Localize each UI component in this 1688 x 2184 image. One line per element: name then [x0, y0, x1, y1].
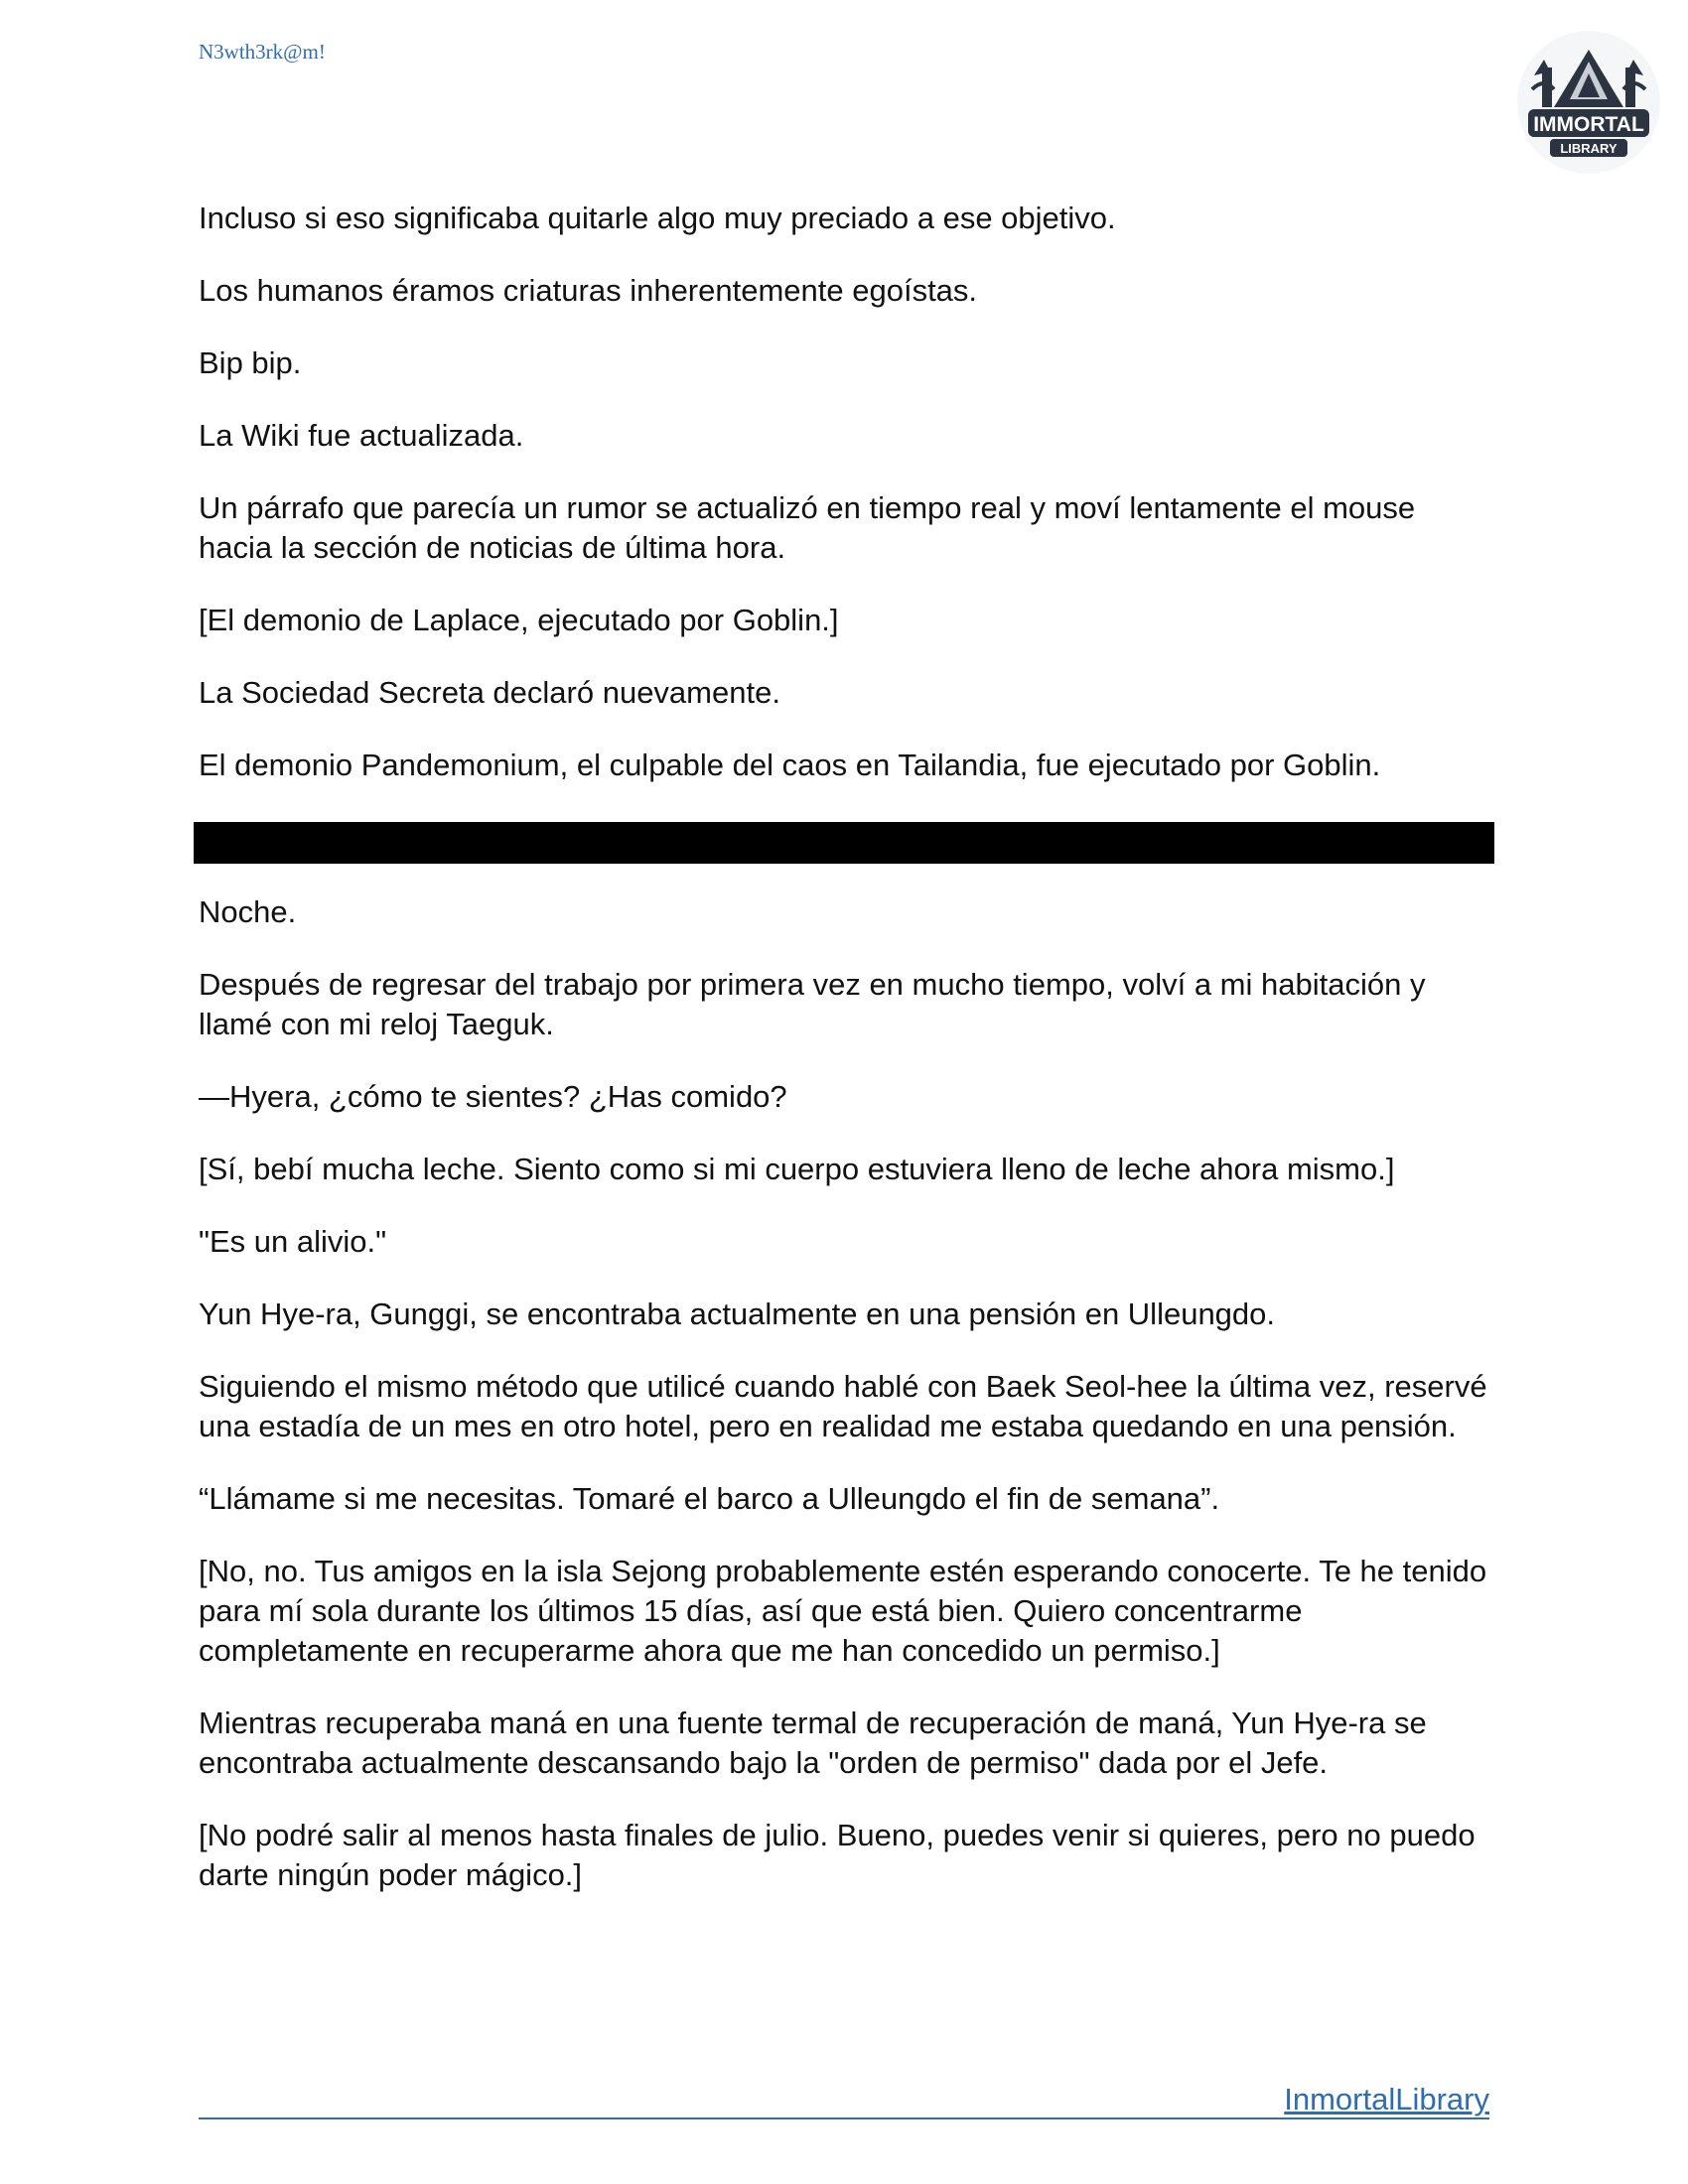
- paragraph: —Hyera, ¿cómo te sientes? ¿Has comido?: [199, 1079, 787, 1114]
- paragraph: Yun Hye-ra, Gunggi, se encontraba actualmente en una pensión en Ulleungdo.: [199, 1297, 1276, 1331]
- paragraph: La Wiki fue actualizada.: [199, 418, 524, 453]
- paragraph: "Es un alivio.": [199, 1224, 387, 1259]
- paragraph: Un párrafo que parecía un rumor se actualizó en tiempo real y moví lentamente el mouse hacia la sección de noticias de última hora.: [199, 490, 1416, 565]
- paragraph: [No, no. Tus amigos en la isla Sejong probablemente estén esperando conocerte. Te he tenido para mí sola durante los últimos 15 días, así que está bien. Quiero concentrarme completamente en recuperarme ahora que me han concedido un permiso.]: [199, 1554, 1487, 1668]
- paragraph: El demonio Pandemonium, el culpable del caos en Tailandia, fue ejecutado por Goblin.: [199, 748, 1381, 782]
- paragraph: [Sí, bebí mucha leche. Siento como si mi cuerpo estuviera lleno de leche ahora mismo.]: [199, 1152, 1395, 1186]
- section-2: [199, 892, 1489, 1895]
- logo-text-library: LIBRARY: [1560, 141, 1618, 156]
- paragraph: Los humanos éramos criaturas inherentemente egoístas.: [199, 273, 978, 308]
- paragraph: Noche.: [199, 894, 297, 929]
- document-body: [199, 199, 1489, 818]
- paragraph: Incluso si eso significaba quitarle algo muy preciado a ese objetivo.: [199, 201, 1116, 235]
- paragraph: [No podré salir al menos hasta finales de julio. Bueno, puedes venir si quieres, pero no puedo darte ningún poder mágico.]: [199, 1818, 1476, 1892]
- paragraph: Bip bip.: [199, 345, 302, 380]
- paragraph: Siguiendo el mismo método que utilicé cuando hablé con Baek Seol-hee la última vez, reservé una estadía de un mes en otro hotel, pero en realidad me estaba quedando en una pensión.: [199, 1369, 1487, 1443]
- header-watermark: N3wth3rk@m!: [199, 40, 326, 64]
- logo-text-immortal: IMMORTAL: [1533, 113, 1644, 136]
- document-body-continued: [199, 892, 1489, 1928]
- paragraph: Mientras recuperaba maná en una fuente termal de recuperación de maná, Yun Hye-ra se encontraba actualmente descansando bajo la "orden de permiso" dada por el Jefe.: [199, 1706, 1427, 1780]
- paragraph: La Sociedad Secreta declaró nuevamente.: [199, 675, 780, 710]
- footer-library-link[interactable]: InmortalLibrary: [1284, 2082, 1489, 2116]
- paragraph: Después de regresar del trabajo por primera vez en mucho tiempo, volví a mi habitación y llamé con mi reloj Taeguk.: [199, 967, 1426, 1041]
- section-1: [199, 199, 1489, 785]
- immortal-library-logo: [1514, 28, 1663, 177]
- section-divider-bar: [194, 822, 1494, 864]
- paragraph: [El demonio de Laplace, ejecutado por Goblin.]: [199, 603, 839, 637]
- paragraph: “Llámame si me necesitas. Tomaré el barco a Ulleungdo el fin de semana”.: [199, 1481, 1220, 1516]
- footer-divider: [199, 2117, 1489, 2119]
